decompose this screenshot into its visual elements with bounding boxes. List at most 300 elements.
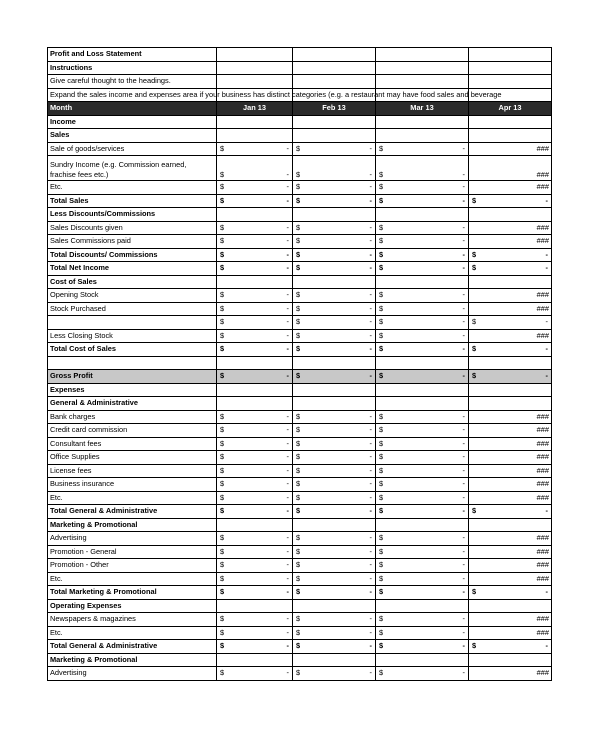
- cell-month-3[interactable]: [376, 129, 469, 143]
- cell-month-1[interactable]: [217, 75, 293, 89]
- table-row: [48, 640, 552, 654]
- cell-month-3[interactable]: [376, 221, 469, 235]
- cell-month-4[interactable]: [469, 410, 552, 424]
- currency-value: [219, 249, 290, 261]
- cell-month-4[interactable]: [469, 383, 552, 397]
- cell-month-1[interactable]: [217, 343, 293, 357]
- row-label[interactable]: Etc.: [48, 491, 217, 505]
- cell-month-3[interactable]: [376, 505, 469, 519]
- currency-value: [295, 370, 373, 382]
- cell-month-4[interactable]: [469, 451, 552, 465]
- cell-month-3[interactable]: [376, 613, 469, 627]
- currency-value: [219, 667, 290, 679]
- cell-month-2[interactable]: [293, 397, 376, 411]
- zero-dash: -: [286, 533, 289, 543]
- currency-symbol: $: [296, 143, 301, 153]
- row-label[interactable]: Income: [48, 115, 217, 129]
- cell-month-4[interactable]: [469, 397, 552, 411]
- table-row: [48, 75, 552, 89]
- row-label[interactable]: Promotion - General: [48, 545, 217, 559]
- cell-month-1[interactable]: [217, 208, 293, 222]
- cell-month-1[interactable]: [217, 586, 293, 600]
- cell-month-4[interactable]: [469, 572, 552, 586]
- cell-month-2[interactable]: [293, 518, 376, 532]
- table-body: [48, 48, 552, 681]
- currency-symbol: $: [220, 452, 225, 462]
- cell-month-2[interactable]: [293, 156, 376, 181]
- currency-symbol: $: [379, 479, 384, 489]
- cell-month-4[interactable]: [469, 194, 552, 208]
- currency-value: [471, 262, 549, 274]
- zero-dash: -: [462, 546, 465, 556]
- cell-month-3[interactable]: [376, 397, 469, 411]
- cell-month-1[interactable]: [217, 181, 293, 195]
- cell-month-1[interactable]: [217, 115, 293, 129]
- zero-dash: -: [462, 222, 465, 232]
- cell-month-4[interactable]: [469, 329, 552, 343]
- cell-month-3[interactable]: [376, 48, 469, 62]
- cell-month-3[interactable]: [376, 410, 469, 424]
- cell-month-1[interactable]: [217, 329, 293, 343]
- cell-month-1[interactable]: [217, 505, 293, 519]
- row-label[interactable]: Sundry Income (e.g. Commission earned, frachise fees etc.): [48, 156, 217, 181]
- currency-symbol: $: [379, 573, 384, 583]
- cell-month-1[interactable]: [217, 397, 293, 411]
- cell-month-3[interactable]: [376, 208, 469, 222]
- cell-month-4[interactable]: [469, 599, 552, 613]
- cell-month-2[interactable]: [293, 329, 376, 343]
- cell-month-2[interactable]: [293, 61, 376, 75]
- zero-dash: -: [286, 452, 289, 462]
- cell-month-2[interactable]: [293, 302, 376, 316]
- cell-month-4[interactable]: [469, 545, 552, 559]
- currency-value: [295, 316, 373, 328]
- row-label[interactable]: Newspapers & magazines: [48, 613, 217, 627]
- cell-month-1[interactable]: [217, 235, 293, 249]
- currency-value: [378, 532, 466, 544]
- cell-month-4[interactable]: [469, 518, 552, 532]
- cell-month-3[interactable]: [376, 343, 469, 357]
- cell-month-1[interactable]: [217, 424, 293, 438]
- cell-month-1[interactable]: [217, 383, 293, 397]
- cell-month-4[interactable]: [469, 208, 552, 222]
- cell-month-2[interactable]: [293, 129, 376, 143]
- cell-month-2[interactable]: [293, 370, 376, 384]
- cell-month-4[interactable]: [469, 343, 552, 357]
- cell-month-1[interactable]: [217, 559, 293, 573]
- cell-month-3[interactable]: [376, 356, 469, 370]
- cell-month-3[interactable]: [376, 451, 469, 465]
- currency-value: [378, 451, 466, 463]
- currency-value: [219, 438, 290, 450]
- cell-month-1[interactable]: [217, 613, 293, 627]
- cell-month-3[interactable]: [376, 75, 469, 89]
- cell-month-3[interactable]: [376, 653, 469, 667]
- row-label[interactable]: Total Marketing & Promotional: [48, 586, 217, 600]
- cell-month-2[interactable]: [293, 248, 376, 262]
- row-label[interactable]: Operating Expenses: [48, 599, 217, 613]
- row-label[interactable]: License fees: [48, 464, 217, 478]
- table-row: [48, 572, 552, 586]
- cell-month-4[interactable]: [469, 61, 552, 75]
- currency-symbol: $: [220, 249, 225, 259]
- cell-month-3[interactable]: Mar 13: [376, 102, 469, 116]
- cell-month-3[interactable]: [376, 640, 469, 654]
- cell-month-2[interactable]: [293, 289, 376, 303]
- row-label[interactable]: Cost of Sales: [48, 275, 217, 289]
- zero-dash: -: [462, 317, 465, 327]
- cell-month-2[interactable]: [293, 235, 376, 249]
- row-label[interactable]: Etc.: [48, 626, 217, 640]
- cell-month-4[interactable]: [469, 464, 552, 478]
- cell-month-1[interactable]: [217, 410, 293, 424]
- cell-month-2[interactable]: [293, 262, 376, 276]
- row-label[interactable]: Give careful thought to the headings.: [48, 75, 217, 89]
- currency-symbol: $: [296, 317, 301, 327]
- zero-dash: -: [286, 506, 289, 516]
- table-row: [48, 235, 552, 249]
- cell-month-3[interactable]: [376, 383, 469, 397]
- cell-month-2[interactable]: [293, 424, 376, 438]
- cell-month-4[interactable]: [469, 221, 552, 235]
- row-label[interactable]: Expenses: [48, 383, 217, 397]
- cell-month-1[interactable]: [217, 302, 293, 316]
- zero-dash: -: [545, 263, 548, 273]
- cell-month-4[interactable]: [469, 613, 552, 627]
- cell-month-2[interactable]: [293, 505, 376, 519]
- cell-month-1[interactable]: [217, 572, 293, 586]
- cell-month-4[interactable]: [469, 289, 552, 303]
- row-label[interactable]: Etc.: [48, 181, 217, 195]
- table-row: [48, 491, 552, 505]
- currency-value: [219, 143, 290, 155]
- currency-symbol: $: [296, 533, 301, 543]
- cell-month-2[interactable]: [293, 545, 376, 559]
- row-label[interactable]: Total Sales: [48, 194, 217, 208]
- cell-month-4[interactable]: [469, 181, 552, 195]
- row-label[interactable]: Advertising: [48, 532, 217, 546]
- cell-month-1[interactable]: [217, 545, 293, 559]
- cell-month-4[interactable]: [469, 653, 552, 667]
- zero-dash: -: [462, 614, 465, 624]
- zero-dash: -: [286, 641, 289, 651]
- cell-month-1[interactable]: [217, 289, 293, 303]
- currency-value: [378, 586, 466, 598]
- currency-value: [471, 586, 549, 598]
- cell-month-4[interactable]: [469, 532, 552, 546]
- row-label[interactable]: Total General & Administrative: [48, 505, 217, 519]
- row-label[interactable]: Bank charges: [48, 410, 217, 424]
- currency-symbol: $: [296, 263, 301, 273]
- cell-month-3[interactable]: [376, 491, 469, 505]
- currency-symbol: $: [220, 506, 225, 516]
- cell-month-2[interactable]: [293, 275, 376, 289]
- currency-symbol: $: [296, 411, 301, 421]
- cell-month-2[interactable]: [293, 316, 376, 330]
- row-label[interactable]: Month: [48, 102, 217, 116]
- cell-month-4[interactable]: [469, 302, 552, 316]
- currency-value: [378, 667, 466, 679]
- cell-month-4[interactable]: [469, 491, 552, 505]
- currency-symbol: $: [379, 492, 384, 502]
- cell-month-2[interactable]: Feb 13: [293, 102, 376, 116]
- cell-month-2[interactable]: [293, 221, 376, 235]
- cell-month-3[interactable]: [376, 518, 469, 532]
- currency-value: [378, 411, 466, 423]
- cell-month-1[interactable]: [217, 478, 293, 492]
- row-label[interactable]: Marketing & Promotional: [48, 653, 217, 667]
- cell-month-1[interactable]: [217, 437, 293, 451]
- row-label[interactable]: Consultant fees: [48, 437, 217, 451]
- cell-month-1[interactable]: [217, 356, 293, 370]
- currency-symbol: $: [220, 668, 225, 678]
- cell-month-4[interactable]: [469, 437, 552, 451]
- cell-month-2[interactable]: [293, 48, 376, 62]
- cell-month-2[interactable]: [293, 437, 376, 451]
- cell-month-3[interactable]: [376, 235, 469, 249]
- cell-month-2[interactable]: [293, 613, 376, 627]
- cell-month-1[interactable]: [217, 194, 293, 208]
- cell-month-3[interactable]: [376, 142, 469, 156]
- cell-month-1[interactable]: [217, 248, 293, 262]
- cell-month-1[interactable]: [217, 370, 293, 384]
- cell-month-3[interactable]: [376, 302, 469, 316]
- cell-month-4[interactable]: [469, 505, 552, 519]
- cell-month-3[interactable]: [376, 156, 469, 181]
- cell-month-2[interactable]: [293, 586, 376, 600]
- currency-symbol: $: [379, 465, 384, 475]
- cell-month-3[interactable]: [376, 194, 469, 208]
- row-label[interactable]: Total General & Administrative: [48, 640, 217, 654]
- currency-symbol: $: [220, 465, 225, 475]
- row-label[interactable]: Stock Purchased: [48, 302, 217, 316]
- cell-month-4[interactable]: [469, 626, 552, 640]
- zero-dash: -: [369, 425, 372, 435]
- cell-month-2[interactable]: [293, 208, 376, 222]
- cell-month-3[interactable]: [376, 464, 469, 478]
- cell-month-3[interactable]: [376, 262, 469, 276]
- zero-dash: -: [462, 263, 465, 273]
- overflow-hash: ###: [536, 560, 549, 570]
- cell-month-3[interactable]: [376, 586, 469, 600]
- cell-month-1[interactable]: [217, 262, 293, 276]
- row-label[interactable]: Total Discounts/ Commissions: [48, 248, 217, 262]
- cell-month-4[interactable]: [469, 129, 552, 143]
- cell-month-4[interactable]: [469, 586, 552, 600]
- cell-month-1[interactable]: [217, 61, 293, 75]
- zero-dash: -: [369, 533, 372, 543]
- cell-month-2[interactable]: [293, 640, 376, 654]
- row-label[interactable]: General & Administrative: [48, 397, 217, 411]
- cell-month-4[interactable]: [469, 235, 552, 249]
- currency-symbol: $: [472, 506, 477, 516]
- row-label[interactable]: Business insurance: [48, 478, 217, 492]
- row-label[interactable]: Sales Commissions paid: [48, 235, 217, 249]
- zero-dash: -: [369, 587, 372, 597]
- row-label[interactable]: Sales Discounts given: [48, 221, 217, 235]
- currency-symbol: $: [379, 533, 384, 543]
- cell-month-3[interactable]: [376, 289, 469, 303]
- cell-month-4[interactable]: Apr 13: [469, 102, 552, 116]
- cell-month-4[interactable]: [469, 478, 552, 492]
- cell-month-2[interactable]: [293, 142, 376, 156]
- row-label[interactable]: Office Supplies: [48, 451, 217, 465]
- currency-symbol: $: [296, 170, 301, 179]
- cell-month-3[interactable]: [376, 181, 469, 195]
- row-label[interactable]: Instructions: [48, 61, 217, 75]
- cell-month-4[interactable]: [469, 275, 552, 289]
- cell-month-4[interactable]: [469, 142, 552, 156]
- cell-month-4[interactable]: [469, 356, 552, 370]
- cell-month-2[interactable]: [293, 559, 376, 573]
- cell-month-3[interactable]: [376, 532, 469, 546]
- cell-month-3[interactable]: [376, 667, 469, 681]
- cell-month-1[interactable]: [217, 599, 293, 613]
- cell-month-3[interactable]: [376, 316, 469, 330]
- cell-month-3[interactable]: [376, 424, 469, 438]
- cell-month-2[interactable]: [293, 464, 376, 478]
- cell-month-2[interactable]: [293, 572, 376, 586]
- currency-symbol: $: [220, 371, 225, 381]
- currency-symbol: $: [379, 303, 384, 313]
- cell-month-4[interactable]: [469, 75, 552, 89]
- cell-month-2[interactable]: [293, 491, 376, 505]
- cell-month-3[interactable]: [376, 559, 469, 573]
- overflow-hash: ###: [536, 465, 549, 475]
- currency-symbol: $: [220, 573, 225, 583]
- currency-value: [378, 143, 466, 155]
- cell-month-2[interactable]: [293, 478, 376, 492]
- row-label[interactable]: Promotion - Other: [48, 559, 217, 573]
- cell-month-1[interactable]: [217, 142, 293, 156]
- cell-month-1[interactable]: [217, 626, 293, 640]
- cell-month-4[interactable]: [469, 115, 552, 129]
- zero-dash: -: [369, 236, 372, 246]
- cell-month-4[interactable]: [469, 316, 552, 330]
- cell-month-4[interactable]: [469, 424, 552, 438]
- cell-month-4[interactable]: [469, 640, 552, 654]
- table-row: [48, 478, 552, 492]
- currency-value: [295, 262, 373, 274]
- cell-month-2[interactable]: [293, 181, 376, 195]
- row-label[interactable]: Less Discounts/Commissions: [48, 208, 217, 222]
- cell-month-1[interactable]: [217, 491, 293, 505]
- currency-value: [471, 505, 549, 517]
- currency-value: [219, 492, 290, 504]
- cell-month-4[interactable]: [469, 262, 552, 276]
- cell-month-2[interactable]: [293, 626, 376, 640]
- cell-month-1[interactable]: [217, 653, 293, 667]
- cell-month-2[interactable]: [293, 383, 376, 397]
- cell-month-1[interactable]: [217, 518, 293, 532]
- row-label[interactable]: [48, 316, 217, 330]
- overflow-hash: ###: [536, 303, 549, 313]
- cell-month-4[interactable]: [469, 248, 552, 262]
- cell-month-1[interactable]: [217, 464, 293, 478]
- cell-month-4[interactable]: [469, 667, 552, 681]
- row-label[interactable]: Total Net Income: [48, 262, 217, 276]
- cell-month-1[interactable]: [217, 316, 293, 330]
- cell-month-1[interactable]: [217, 221, 293, 235]
- zero-dash: -: [545, 249, 548, 259]
- cell-month-2[interactable]: [293, 356, 376, 370]
- cell-month-4[interactable]: [469, 156, 552, 181]
- row-label[interactable]: Advertising: [48, 667, 217, 681]
- cell-month-4[interactable]: [469, 559, 552, 573]
- overflow-hash: ###: [536, 492, 549, 502]
- cell-month-3[interactable]: [376, 626, 469, 640]
- cell-month-4[interactable]: [469, 370, 552, 384]
- zero-dash: -: [369, 573, 372, 583]
- cell-month-3[interactable]: [376, 115, 469, 129]
- cell-month-3[interactable]: [376, 275, 469, 289]
- currency-value: [471, 370, 549, 382]
- cell-month-3[interactable]: [376, 329, 469, 343]
- row-label[interactable]: Credit card commission: [48, 424, 217, 438]
- zero-dash: -: [286, 573, 289, 583]
- cell-month-1[interactable]: [217, 129, 293, 143]
- cell-month-2[interactable]: [293, 194, 376, 208]
- cell-month-1[interactable]: [217, 640, 293, 654]
- cell-month-2[interactable]: [293, 75, 376, 89]
- currency-value: [378, 235, 466, 247]
- row-label[interactable]: Profit and Loss Statement: [48, 48, 217, 62]
- row-label[interactable]: Gross Profit: [48, 370, 217, 384]
- row-label[interactable]: Sale of goods/services: [48, 142, 217, 156]
- cell-month-1[interactable]: [217, 532, 293, 546]
- cell-month-1[interactable]: [217, 667, 293, 681]
- row-label[interactable]: Sales: [48, 129, 217, 143]
- cell-month-3[interactable]: [376, 370, 469, 384]
- row-label[interactable]: Total Cost of Sales: [48, 343, 217, 357]
- cell-month-3[interactable]: [376, 545, 469, 559]
- cell-month-1[interactable]: [217, 275, 293, 289]
- currency-value: [295, 532, 373, 544]
- row-label[interactable]: Etc.: [48, 572, 217, 586]
- cell-month-2[interactable]: [293, 451, 376, 465]
- cell-month-3[interactable]: [376, 599, 469, 613]
- currency-value: [378, 330, 466, 342]
- currency-symbol: $: [379, 371, 384, 381]
- cell-month-1[interactable]: [217, 156, 293, 181]
- row-label[interactable]: Marketing & Promotional: [48, 518, 217, 532]
- row-label[interactable]: Opening Stock: [48, 289, 217, 303]
- cell-month-2[interactable]: [293, 653, 376, 667]
- currency-value: [295, 451, 373, 463]
- cell-month-4[interactable]: [469, 48, 552, 62]
- row-label[interactable]: Less Closing Stock: [48, 329, 217, 343]
- cell-month-3[interactable]: [376, 572, 469, 586]
- cell-month-2[interactable]: [293, 343, 376, 357]
- cell-month-3[interactable]: [376, 248, 469, 262]
- cell-month-3[interactable]: [376, 61, 469, 75]
- cell-month-2[interactable]: [293, 667, 376, 681]
- cell-month-1[interactable]: [217, 48, 293, 62]
- cell-month-3[interactable]: [376, 478, 469, 492]
- currency-symbol: $: [220, 170, 225, 179]
- cell-month-2[interactable]: [293, 532, 376, 546]
- row-label[interactable]: [48, 356, 217, 370]
- currency-value: [219, 289, 290, 301]
- cell-month-1[interactable]: Jan 13: [217, 102, 293, 116]
- cell-month-1[interactable]: [217, 451, 293, 465]
- row-label[interactable]: Expand the sales income and expenses area if your business has distinct categories (e.g. a restaurant may have food sales and beverage: [48, 88, 217, 102]
- cell-month-2[interactable]: [293, 599, 376, 613]
- cell-month-2[interactable]: [293, 410, 376, 424]
- cell-month-2[interactable]: [293, 115, 376, 129]
- cell-month-3[interactable]: [376, 437, 469, 451]
- table-row: [48, 262, 552, 276]
